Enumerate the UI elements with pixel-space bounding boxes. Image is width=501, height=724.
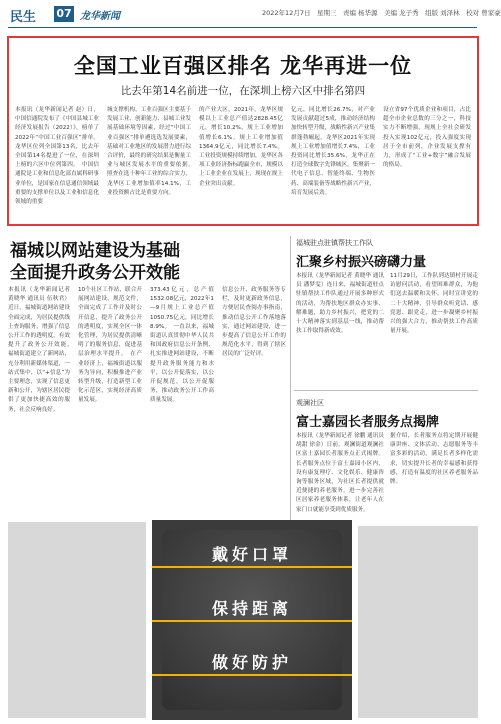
header-rule (8, 27, 477, 28)
article3-title: 汇聚乡村振兴磅礴力量 (296, 255, 427, 270)
lead-column-4: 亿元，同比增长26.7%，对产业发展贡献超过5成，推动经济结构加快转型升级，战略性新兴产业集群蓬勃崛起，龙华区2021年实现规上工业增加值增长7.4%，工业投资同比增长35.6%，龙华正在打造全球数字先锋城区，集聚新一代电子信息、智能终端、生物医药、高端装备等战略性新兴产业，培育发展后劲。 (291, 107, 375, 196)
page-header (0, 0, 501, 30)
header-info: 2022年12月7日 星期三 责编 杨华源 美编 龙子秀 组版 刘泽林 校对 曾家豪 (262, 9, 501, 17)
article3-kicker: 福城驻点驻镇帮扶工作队 (296, 239, 373, 247)
article4-column-1: 本报讯（龙华新闻记者 徐鹏 通讯员 胡甜 徐金）日前，观澜街道观澜社区富士嘉园长者服务点正式揭牌。长者服务点位于富士嘉园小区内，设有康复理疗、文化娱乐、健康咨询等服务区域，为社区长者提供就近便捷的养老服务，进一步完善社区居家养老服务体系，让老年人在家门口就能享受到优质服务。 (296, 433, 384, 513)
article2-column-4: 信息公开、政务服务等专栏，及时更新政务信息，方便居民查阅办事指南，推动信息公开工作落地落实，通过网站建设，进一步提高了信息公开工作的规范化水平，得到了辖区居民的广泛好评。 (222, 287, 286, 358)
image-placeholder-right (358, 526, 478, 718)
article3-column-2: 11月29日，工作队到达镇村开展走访慰问活动，看望困难群众，为他们送去温暖和关怀，同时宣讲党的二十大精神，引导群众听党话、感党恩、跟党走，进一步凝聚乡村振兴的强大合力，推动帮扶工作高质量开展。 (390, 273, 478, 335)
article2-column-3: 373.43亿元，总产值1532.08亿元，2022年1—9月规上工业总产值1050.75亿元，同比增长8.9%。 一直以来，福城街道认真贯彻中华人民共和国政府信息公开条例，扎实推进网站建设，不断提升政务服务能力和水平，以公开促落实，以公开促规范，以公开促服务，推动政务公开工作高质量发展。 (150, 287, 214, 404)
lead-subtitle: 比去年第14名前进一位，在深圳上榜六区中排名第四 (120, 85, 366, 97)
lead-column-3: 的产业大区，2021年，龙华区规模以上工业总产值达2828.45亿元，增长10.2%，规上工业增加值增长6.1%。规上工业增加值1364.9亿元，同比增长7.4%。工业投资规模持续增加，龙华区各项工业经济指标跑赢全市，规模以上工业企业在发展上，现现在规上企业突出贡献。 (199, 107, 283, 187)
lead-column-2: 城支撑机构。工业百强区主要基于发展工业、创新能力、县城工业发展基础环境等因素，经过“中国工业百强区”排单遴选选发展要素，基础对工业地区的发展潜力进行综合评价，最终的研究结果是衡量工业与城区发展水平的重要依据。 照查在选十种年工业的综合实力，龙华区工业增加值率14.1%，工业投资额占比是重要方向。 (107, 107, 197, 196)
article2-title-line2: 全面提升政务公开效能 (10, 263, 180, 283)
section-divider (294, 390, 478, 391)
article2-column-1: 本报讯（龙华新闻记者 黄晓华 通讯员 伍秋君）近日，福城街道网站建设全面完成，为居民提供线上查询服务，增强了信息公开工作的透明度，有效提升了政务公开效能。 福城街道建立了新网站，充分利用新媒体渠道，一站式集中，以“+信息”为主要理念，实现了信息更新和公开，为辖区居民提供了更加快捷高效的服务，社会反响良好。 (8, 287, 76, 413)
lead-article[interactable] (7, 36, 479, 226)
banner-line3: 做好防护 (211, 653, 292, 672)
lead-column-1: 本报讯（龙华新闻记者 赵）日，中国信通院发布了《中国县城工业经济发展报告（2022）》，榜单了2022年“中国工业百强区”排单。龙华区位列全国第13名，比去年全国第14名提进了一位，在深圳上榜的六区中位列第四。 中国信通院是工业和信息化部直属科研事业单位，是国家在信息通信领域最重要的支撑单位以及工业和信息化领域的重要 (15, 107, 99, 206)
article2-column-2: 10个社区工作站，联合开展网站建设，规范文件，全面完成了工作并及时公开信息，提升了政务公开的透明度，实现全区一体化管理，为居民提供清晰明了的服务信息，促进基层治理水平提升。 在产业经济上，福城街道以服务为导向，积极推进产业转型升级，打造新型工业化示范区，实现经济高质量发展。 (78, 287, 142, 404)
article3-column-1: 本报讯（龙华新闻记者 黄晓华 通讯员 潘梦雯）连日来，福城街道驻点驻镇帮扶工作队通过开展多种形式的活动，为帮扶地区群众办实事、解难题，助力乡村振兴，把党的二十大精神落实到基层一线，推动帮扶工作取得新成效。 (296, 273, 384, 335)
article4-title: 富士嘉园长者服务点揭牌 (296, 415, 440, 430)
banner-line1: 戴好口罩 (211, 545, 292, 564)
article2-title-line1: 福城以网站建设为基础 (10, 241, 180, 261)
banner-line2: 保持距离 (211, 599, 292, 618)
page-number: 07 (54, 6, 74, 22)
article4-column-2: 据介绍，长者服务点将定期开展健康讲座、文体活动、志愿服务等丰富多彩的活动，满足长者多样化需求，切实提升长者的幸福感和获得感，打造有温度的社区养老服务品牌。 (390, 433, 478, 486)
paper-name: 龙华新闻 (80, 11, 120, 22)
section-name: 民生 (10, 10, 37, 25)
lead-title: 全国工业百强区排名 龙华再进一位 (73, 53, 413, 78)
mask-banner (152, 520, 352, 720)
article4-kicker: 观澜社区 (296, 399, 324, 407)
lead-column-5: 设立省97个优质企业和项目，占比超全市企业总数的三分之一，科技实力不断增强，现规上全社会研发投入实现102亿元，投入强度实现居于全市前列，企业发展支撑有力，形成了“工业+数字”融合发展的格局。 (383, 107, 471, 169)
image-placeholder-left (8, 522, 146, 718)
